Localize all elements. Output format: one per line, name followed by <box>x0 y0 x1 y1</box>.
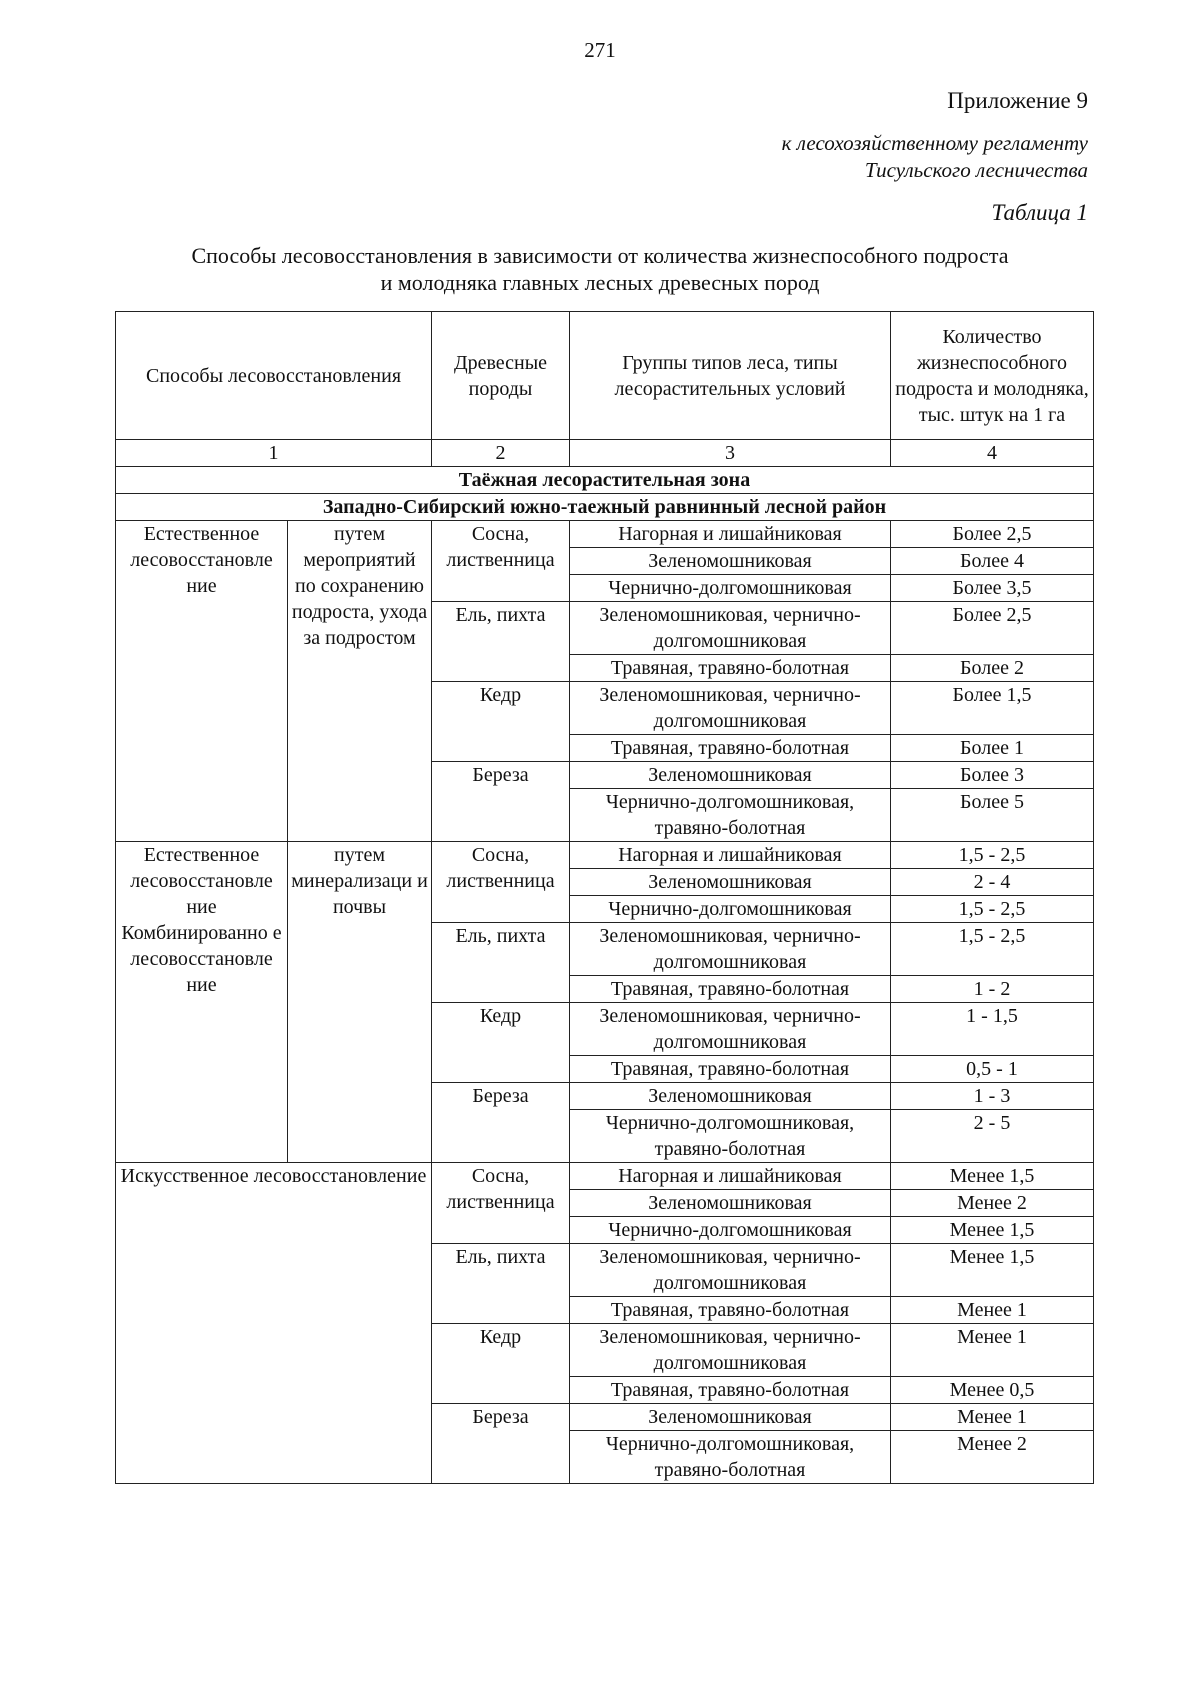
forest-type-cell: Чернично-долгомошниковая <box>570 575 891 602</box>
table-header-row <box>116 312 1094 440</box>
forest-type-cell: Зеленомошниковая <box>570 1083 891 1110</box>
quantity-cell: Более 4 <box>891 548 1094 575</box>
quantity-cell: Более 1,5 <box>891 682 1094 735</box>
reforestation-table <box>115 311 1094 1484</box>
forest-type-cell: Зеленомошниковая <box>570 1404 891 1431</box>
quantity-cell: Более 2,5 <box>891 602 1094 655</box>
forest-type-cell: Травяная, травяно-болотная <box>570 1297 891 1324</box>
method-cell: Естественное лесовосстановле ние Комбинированно е лесовосстановле ние <box>116 842 288 1163</box>
forest-type-cell: Травяная, травяно-болотная <box>570 655 891 682</box>
forest-type-cell: Нагорная и лишайниковая <box>570 521 891 548</box>
forest-type-cell: Чернично-долгомошниковая, травяно-болотная <box>570 1110 891 1163</box>
forest-type-cell: Травяная, травяно-болотная <box>570 735 891 762</box>
quantity-cell: Более 3 <box>891 762 1094 789</box>
quantity-cell: Более 3,5 <box>891 575 1094 602</box>
col-number: 1 <box>116 440 432 467</box>
species-cell: Ель, пихта <box>432 602 570 682</box>
appendix-label: Приложение 9 <box>947 88 1088 113</box>
forest-type-cell: Зеленомошниковая, чернично-долгомошниковая <box>570 1324 891 1377</box>
table-row <box>116 521 1094 548</box>
quantity-cell: 2 - 4 <box>891 869 1094 896</box>
forest-type-cell: Зеленомошниковая, чернично-долгомошниковая <box>570 1244 891 1297</box>
col-number: 4 <box>891 440 1094 467</box>
forest-type-cell: Травяная, травяно-болотная <box>570 976 891 1003</box>
forest-type-cell: Нагорная и лишайниковая <box>570 1163 891 1190</box>
way-cell: путем мероприятий по сохранению подроста, ухода за подростом <box>288 521 432 842</box>
quantity-cell: 2 - 5 <box>891 1110 1094 1163</box>
forest-type-cell: Травяная, травяно-болотная <box>570 1056 891 1083</box>
quantity-cell: Менее 1 <box>891 1404 1094 1431</box>
quantity-cell: Менее 1 <box>891 1297 1094 1324</box>
quantity-cell: 1 - 2 <box>891 976 1094 1003</box>
species-cell: Береза <box>432 762 570 842</box>
forest-type-cell: Зеленомошниковая, чернично-долгомошниковая <box>570 1003 891 1056</box>
quantity-cell: Менее 1,5 <box>891 1244 1094 1297</box>
page-number: 271 <box>584 38 616 62</box>
table-label: Таблица 1 <box>991 200 1088 225</box>
quantity-cell: 1,5 - 2,5 <box>891 923 1094 976</box>
zone-heading: Таёжная лесорастительная зона <box>116 467 1094 494</box>
quantity-cell: 0,5 - 1 <box>891 1056 1094 1083</box>
header-quantity: Количество жизнеспособного подроста и молодняка, тыс. штук на 1 га <box>891 312 1094 440</box>
header-forest-types: Группы типов леса, типы лесорастительных условий <box>570 312 891 440</box>
table-title-line-1: Способы лесовосстановления в зависимости от количества жизнеспособного подроста <box>191 243 1009 268</box>
col-number: 2 <box>432 440 570 467</box>
table-title <box>0 242 1200 296</box>
forest-type-cell: Зеленомошниковая <box>570 1190 891 1217</box>
regulation-line-2: Тисульского лесничества <box>864 158 1088 182</box>
forest-type-cell: Зеленомошниковая, чернично-долгомошниковая <box>570 682 891 735</box>
quantity-cell: Менее 1 <box>891 1324 1094 1377</box>
species-cell: Сосна, лиственница <box>432 521 570 602</box>
quantity-cell: Более 2,5 <box>891 521 1094 548</box>
forest-type-cell: Зеленомошниковая <box>570 869 891 896</box>
column-numbers-row <box>116 440 1094 467</box>
table-title-line-2: и молодняка главных лесных древесных пород <box>380 270 820 295</box>
forest-type-cell: Чернично-долгомошниковая, травяно-болотная <box>570 789 891 842</box>
forest-type-cell: Зеленомошниковая <box>570 548 891 575</box>
forest-type-cell: Чернично-долгомошниковая, травяно-болотная <box>570 1431 891 1484</box>
forest-type-cell: Зеленомошниковая <box>570 762 891 789</box>
forest-type-cell: Нагорная и лишайниковая <box>570 842 891 869</box>
species-cell: Ель, пихта <box>432 923 570 1003</box>
forest-type-cell: Зеленомошниковая, чернично-долгомошниковая <box>570 602 891 655</box>
zone-row <box>116 467 1094 494</box>
quantity-cell: Менее 2 <box>891 1431 1094 1484</box>
regulation-line-1: к лесохозяйственному регламенту <box>781 131 1088 155</box>
quantity-cell: 1,5 - 2,5 <box>891 896 1094 923</box>
quantity-cell: Менее 0,5 <box>891 1377 1094 1404</box>
species-cell: Ель, пихта <box>432 1244 570 1324</box>
forest-type-cell: Зеленомошниковая, чернично-долгомошниковая <box>570 923 891 976</box>
species-cell: Кедр <box>432 1003 570 1083</box>
way-cell: путем минерализаци и почвы <box>288 842 432 1163</box>
forest-type-cell: Чернично-долгомошниковая <box>570 1217 891 1244</box>
header-methods: Способы лесовосстановления <box>116 312 432 440</box>
col-number: 3 <box>570 440 891 467</box>
forest-type-cell: Травяная, травяно-болотная <box>570 1377 891 1404</box>
method-cell: Естественное лесовосстановле ние <box>116 521 288 842</box>
quantity-cell: Менее 1,5 <box>891 1217 1094 1244</box>
quantity-cell: 1 - 1,5 <box>891 1003 1094 1056</box>
quantity-cell: 1,5 - 2,5 <box>891 842 1094 869</box>
species-cell: Кедр <box>432 682 570 762</box>
quantity-cell: Менее 1,5 <box>891 1163 1094 1190</box>
quantity-cell: 1 - 3 <box>891 1083 1094 1110</box>
region-heading: Западно-Сибирский южно-таежный равнинный лесной район <box>116 494 1094 521</box>
species-cell: Кедр <box>432 1324 570 1404</box>
species-cell: Береза <box>432 1404 570 1484</box>
species-cell: Береза <box>432 1083 570 1163</box>
table-row <box>116 1163 1094 1190</box>
forest-type-cell: Чернично-долгомошниковая <box>570 896 891 923</box>
quantity-cell: Более 5 <box>891 789 1094 842</box>
method-cell: Искусственное лесовосстановление <box>116 1163 432 1484</box>
quantity-cell: Более 1 <box>891 735 1094 762</box>
species-cell: Сосна, лиственница <box>432 1163 570 1244</box>
header-species: Древесные породы <box>432 312 570 440</box>
quantity-cell: Более 2 <box>891 655 1094 682</box>
region-row <box>116 494 1094 521</box>
table-row <box>116 842 1094 869</box>
quantity-cell: Менее 2 <box>891 1190 1094 1217</box>
species-cell: Сосна, лиственница <box>432 842 570 923</box>
